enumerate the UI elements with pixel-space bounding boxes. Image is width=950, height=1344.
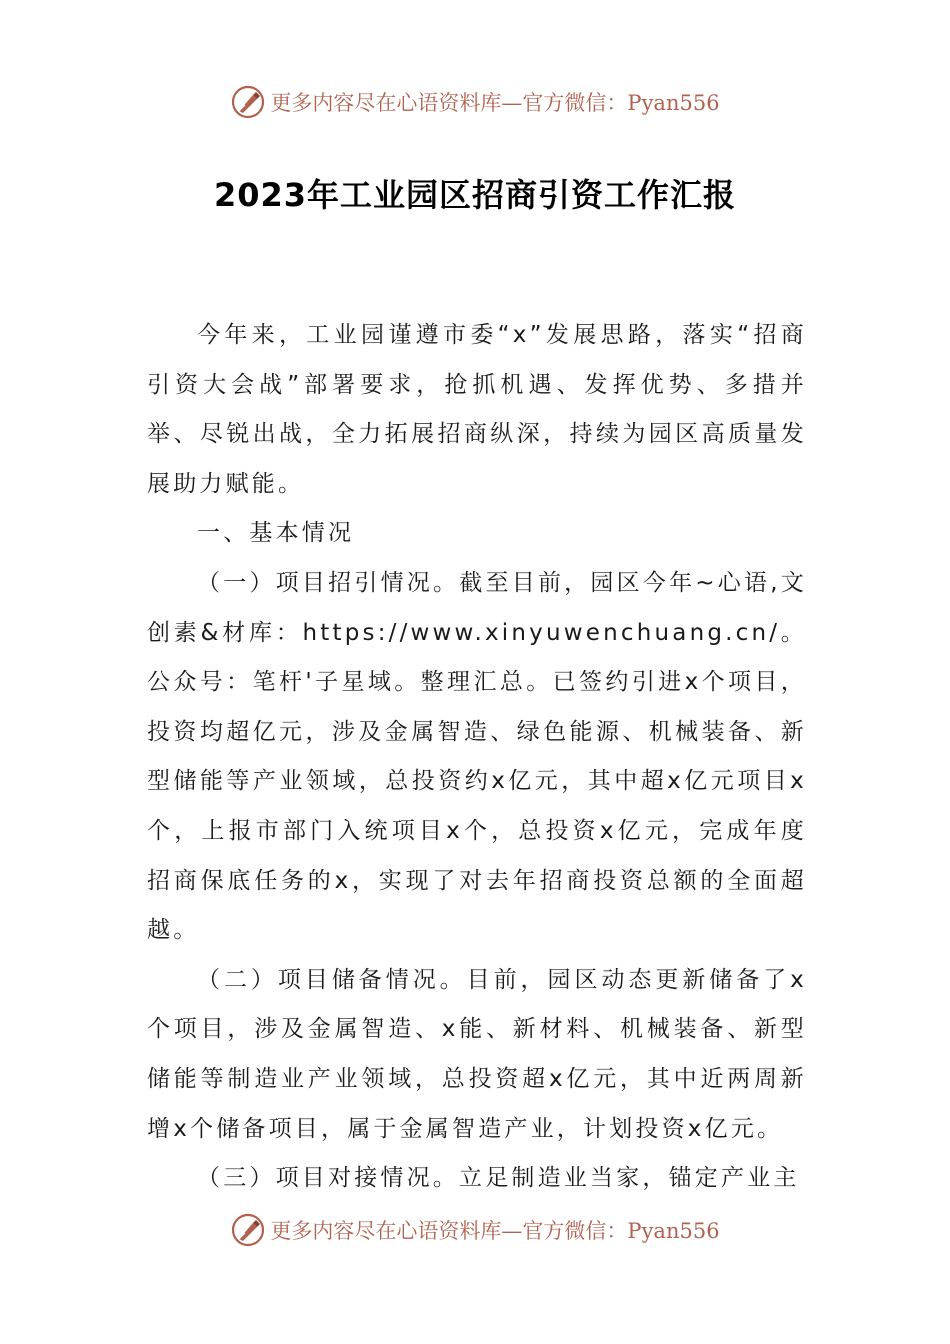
paragraph-project-attraction: （一）项目招引情况。截至目前，园区今年~心语,文创素&材库：https://www.xinyuwenchuang.cn/。公众号：笔杆'子星域。整理汇总。已签约引进x个项目，投资均超亿元，涉及金属智造、绿色能源、机械装备、新型储能等产业领域，总投资约x亿元，其中超x亿元项目x个，上报市部门入统项目x个，总投资x亿元，完成年度招商保底任务的x，实现了对去年招商投资总额的全面超越。 [147, 569, 807, 944]
banner-text: 更多内容尽在心语资料库—官方微信：Pyan556 [270, 91, 720, 115]
banner-text: 更多内容尽在心语资料库—官方微信：Pyan556 [270, 1219, 720, 1243]
page-title: 2023年工业园区招商引资工作汇报 [213, 176, 737, 214]
paragraph-intro: 今年来，工业园谨遵市委“x”发展思路，落实“招商引资大会战”部署要求，抢抓机遇、发挥优势、多措并举、尽锐出战，全力拓展招商纵深，持续为园区高质量发展助力赋能。 [147, 322, 807, 497]
footer-banner [0, 1208, 950, 1252]
document-body [147, 311, 807, 1204]
paragraph-project-docking: （三）项目对接情况。立足制造业当家，锚定产业主 [197, 1165, 800, 1192]
section-heading-basic: 一、基本情况 [197, 520, 355, 547]
paragraph-project-reserve: （二）项目储备情况。目前，园区动态更新储备了x个项目，涉及金属智造、x能、新材料、机械装备、新型储能等制造业产业领域，总投资超x亿元，其中近两周新增x个储备项目，属于金属智造产业，计划投资x亿元。 [147, 966, 807, 1142]
pen-nib-logo-icon [230, 1212, 266, 1248]
header-banner [0, 80, 950, 124]
pen-nib-logo-icon [230, 84, 266, 120]
